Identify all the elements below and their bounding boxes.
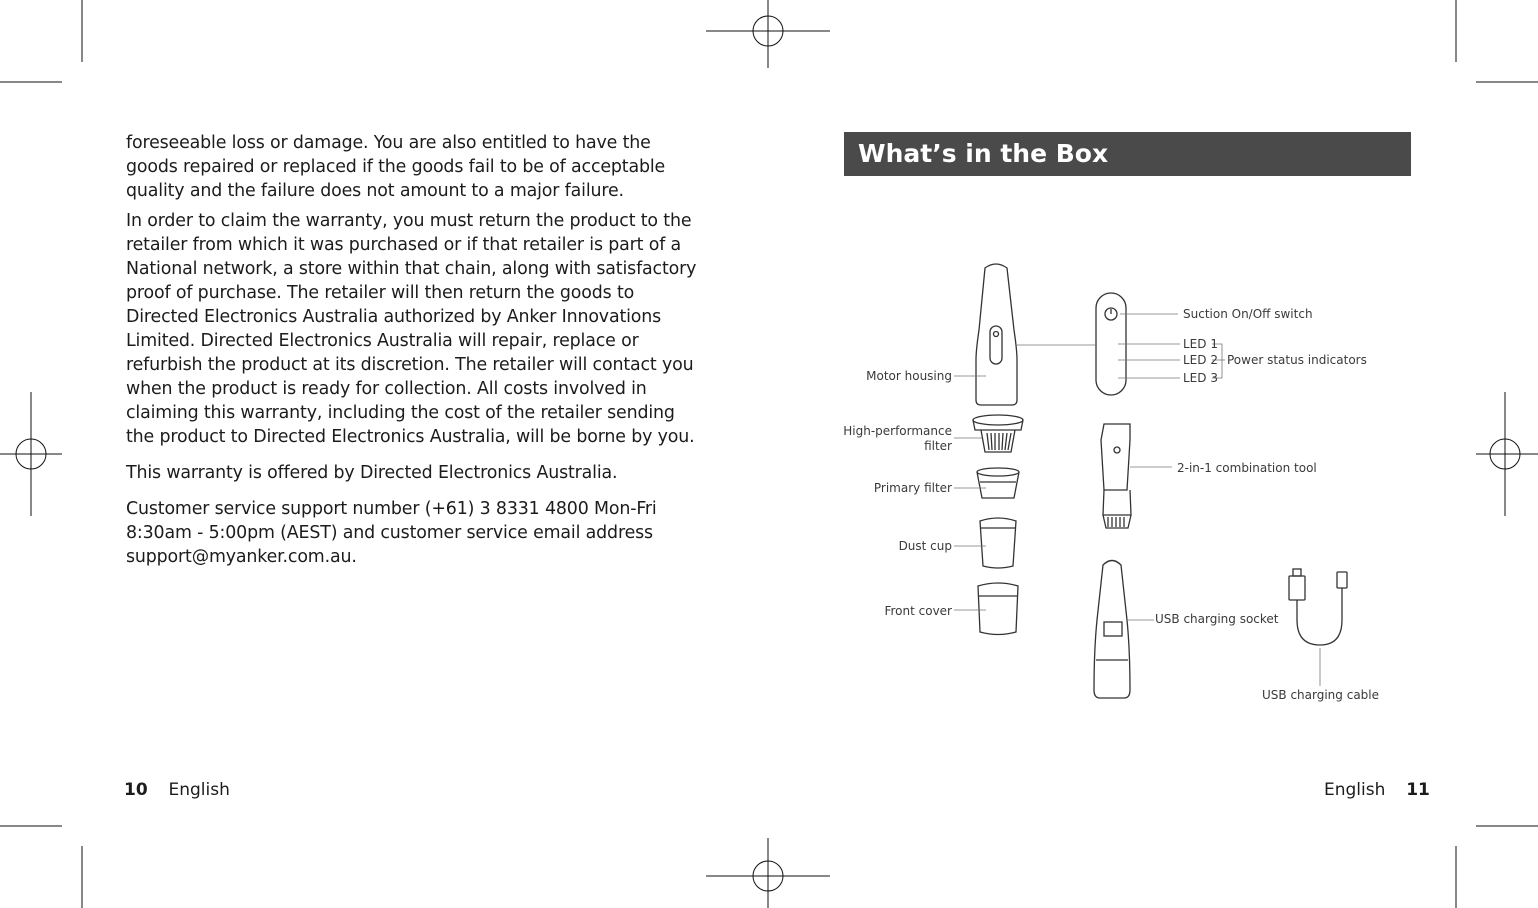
left-page-number: 10 xyxy=(124,780,148,800)
label-power-status: Power status indicators xyxy=(1227,353,1367,367)
label-hp-filter-line2: filter xyxy=(924,439,952,453)
label-suction-switch: Suction On/Off switch xyxy=(1183,307,1313,321)
combination-tool-illustration xyxy=(1101,424,1131,528)
label-led3: LED 3 xyxy=(1183,371,1218,385)
warranty-paragraph-3: This warranty is offered by Directed Electronics Australia. xyxy=(126,463,618,483)
section-title: What’s in the Box xyxy=(858,139,1109,168)
label-combo-tool: 2-in-1 combination tool xyxy=(1177,461,1317,475)
label-front-cover: Front cover xyxy=(884,604,952,618)
primary-filter-illustration xyxy=(977,468,1019,498)
label-primary-filter: Primary filter xyxy=(873,481,952,495)
label-hp-filter-line1: High-performance xyxy=(843,424,952,438)
motor-housing-illustration xyxy=(976,264,1017,405)
label-motor-housing: Motor housing xyxy=(866,369,952,383)
customer-service-paragraph: Customer service support number (+61) 3 8331 4800 Mon-Fri 8:30am - 5:00pm (AEST) and customer service email address support@myanker.com.au. xyxy=(126,499,657,567)
high-performance-filter-illustration xyxy=(973,415,1023,452)
vacuum-back-illustration xyxy=(1094,561,1130,699)
warranty-paragraph-2: In order to claim the warranty, you must return the product to the retailer from which it was purchased or if that retailer is part of a National network, a store within that chain, along with satisfactory proof of purchase. The retailer will then return the goods to Directed Electronics Australia authorized by Anker Innovations Limited. Directed Electronics Australia will repair, replace or refurbish the product at its discretion. The retailer will contact you when the product is ready for collection. All costs involved in claiming this warranty, including the cost of the retailer sending the product to Directed Electronics Australia, will be borne by you. xyxy=(126,211,697,447)
left-language: English xyxy=(168,780,230,800)
label-usb-cable: USB charging cable xyxy=(1262,688,1379,702)
label-dust-cup: Dust cup xyxy=(898,539,952,553)
label-usb-socket: USB charging socket xyxy=(1155,612,1279,626)
usb-cable-illustration xyxy=(1289,569,1347,645)
warranty-paragraph-1: foreseeable loss or damage. You are also entitled to have the goods repaired or replaced if the goods fail to be of acceptable quality and the failure does not amount to a major failure. xyxy=(126,133,666,201)
front-cover-illustration xyxy=(978,583,1018,635)
dust-cup-illustration xyxy=(980,518,1016,568)
label-led1: LED 1 xyxy=(1183,337,1218,351)
label-led2: LED 2 xyxy=(1183,353,1218,367)
right-language: English xyxy=(1324,780,1386,800)
right-page-number: 11 xyxy=(1406,780,1430,800)
